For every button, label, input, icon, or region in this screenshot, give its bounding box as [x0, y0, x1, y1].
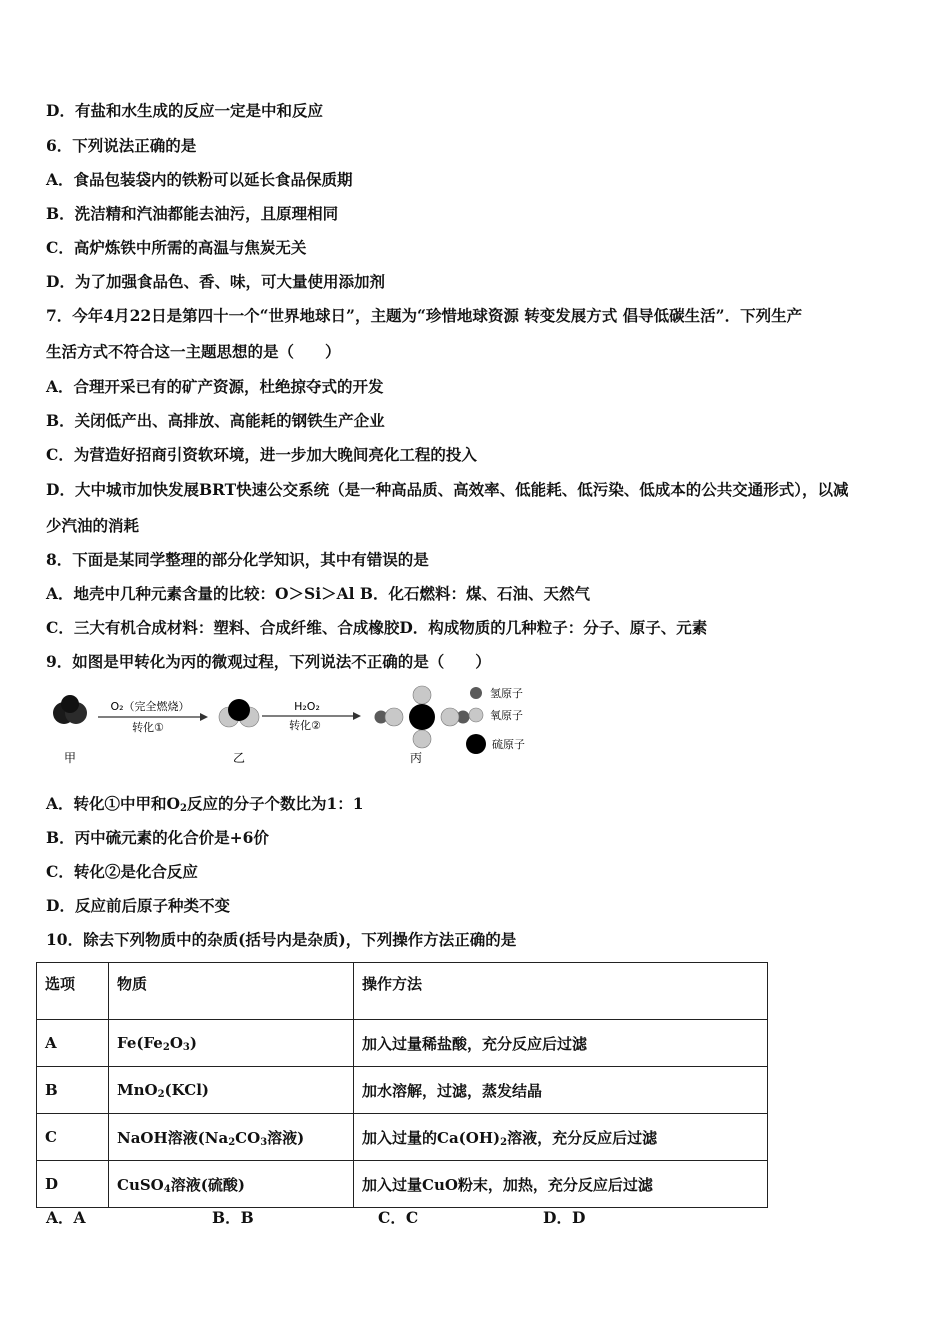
- q7-option-a: A．合理开采已有的矿产资源，杜绝掠夺式的开发: [46, 377, 384, 396]
- q6-option-b: B．洗洁精和汽油都能去油污，且原理相同: [46, 204, 339, 223]
- q9-option-c: C．转化②是化合反应: [46, 862, 198, 881]
- row-option: D: [37, 1161, 109, 1208]
- molecule-jia: [53, 695, 87, 724]
- molecule-yi: [219, 699, 259, 727]
- label-jia: 甲: [63, 751, 77, 765]
- arrow-1-head: [200, 713, 208, 721]
- legend-sulfur-label: 硫原子: [492, 738, 525, 751]
- q9-option-a-pre: A．转化①中甲和O: [46, 794, 181, 813]
- q6-option-c: C．高炉炼铁中所需的高温与焦炭无关: [46, 238, 307, 257]
- q8-option-cd: C．三大有机合成材料：塑料、合成纤维、合成橡胶D．构成物质的几种粒子：分子、原子、元素: [46, 618, 708, 637]
- q7-stem-line2: 生活方式不符合这一主题思想的是（ ）: [46, 342, 341, 361]
- q7-option-c: C．为营造好招商引资软环境，进一步加大晚间亮化工程的投入: [46, 445, 477, 464]
- row-substance: $Fe(Fe_2O_3)$: [109, 1020, 354, 1067]
- q8-stem: 8．下面是某同学整理的部分化学知识，其中有错误的是: [46, 550, 429, 569]
- label-bing: 丙: [409, 751, 423, 765]
- q9-stem: 9．如图是甲转化为丙的微观过程，下列说法不正确的是（ ）: [46, 652, 491, 671]
- header-substance: 物质: [109, 963, 354, 1020]
- row-option: C: [37, 1114, 109, 1161]
- q7-option-d-line2: 少汽油的消耗: [46, 516, 140, 535]
- q6-option-d: D．为了加强食品色、香、味，可大量使用添加剂: [46, 272, 385, 291]
- q10-answer-b: B．B: [212, 1208, 254, 1227]
- legend-sulfur-swatch: [466, 734, 486, 754]
- table-row: [37, 1067, 768, 1114]
- q9-option-a-sub: 2: [180, 803, 187, 814]
- q9-option-d: D．反应前后原子种类不变: [46, 896, 230, 915]
- legend-oxygen-swatch: [469, 708, 483, 722]
- q9-option-a: [46, 794, 364, 819]
- row-method: 加入过量CuO粉末，加热，充分反应后过滤: [354, 1161, 768, 1208]
- q10-table: [36, 962, 768, 1208]
- q9-option-a-post: 反应的分子个数比为1：1: [187, 794, 364, 813]
- row-substance: NaOH溶液($Na_2CO_3$溶液): [109, 1114, 354, 1161]
- molecule-transformation-figure: [40, 680, 540, 775]
- q6-option-a: A．食品包装袋内的铁粉可以延长食品保质期: [46, 170, 353, 189]
- row-option: B: [37, 1067, 109, 1114]
- q10-answer-c: C．C: [378, 1208, 419, 1227]
- legend-hydrogen-label: 氢原子: [490, 687, 523, 700]
- row-method: 加入过量的$Ca(OH)_2$溶液，充分反应后过滤: [354, 1114, 768, 1161]
- q6-stem: 6．下列说法正确的是: [46, 136, 197, 155]
- row-option: A: [37, 1020, 109, 1067]
- table-row: [37, 1114, 768, 1161]
- label-yi: 乙: [232, 751, 246, 765]
- table-row: [37, 1161, 768, 1208]
- q10-stem: 10．除去下列物质中的杂质(括号内是杂质)，下列操作方法正确的是: [46, 930, 517, 949]
- arrow-1-bottom-label: 转化①: [132, 721, 164, 734]
- q7-stem-line1: 7．今年4月22日是第四十一个“世界地球日”，主题为“珍惜地球资源 转变发展方式 倡导低碳生活”．下列生产: [46, 306, 803, 325]
- table-header-row: [37, 963, 768, 1020]
- header-method: 操作方法: [354, 963, 768, 1020]
- table-row: [37, 1020, 768, 1067]
- q8-option-ab: A．地壳中几种元素含量的比较：O＞Si＞Al B．化石燃料：煤、石油、天然气: [46, 584, 591, 603]
- arrow-1-top-label: O₂（完全燃烧）: [110, 700, 190, 713]
- arrow-2-bottom-label: 转化②: [289, 719, 321, 732]
- q7-option-b: B．关闭低产出、高排放、高能耗的钢铁生产企业: [46, 411, 385, 430]
- legend-hydrogen-swatch: [470, 687, 482, 699]
- q5-option-d: D．有盐和水生成的反应一定是中和反应: [46, 101, 323, 120]
- q10-answer-a: A．A: [46, 1208, 86, 1227]
- arrow-2-top-label: H₂O₂: [294, 700, 320, 713]
- row-method: 加水溶解，过滤，蒸发结晶: [354, 1067, 768, 1114]
- row-method: 加入过量稀盐酸，充分反应后过滤: [354, 1020, 768, 1067]
- molecule-bing: [375, 686, 470, 748]
- row-substance: CuSO$_4$溶液(硫酸): [109, 1161, 354, 1208]
- q9-option-b: B．丙中硫元素的化合价是+6价: [46, 828, 269, 847]
- row-substance: MnO$_2$(KCl): [109, 1067, 354, 1114]
- q7-option-d-line1: D．大中城市加快发展BRT快速公交系统（是一种高品质、高效率、低能耗、低污染、低成本的公共交通形式），以减: [46, 480, 849, 499]
- arrow-2-head: [353, 712, 361, 720]
- legend-oxygen-label: 氧原子: [490, 709, 523, 722]
- q10-answer-d: D．D: [543, 1208, 586, 1227]
- legend: [466, 686, 525, 754]
- header-option: 选项: [37, 963, 109, 1020]
